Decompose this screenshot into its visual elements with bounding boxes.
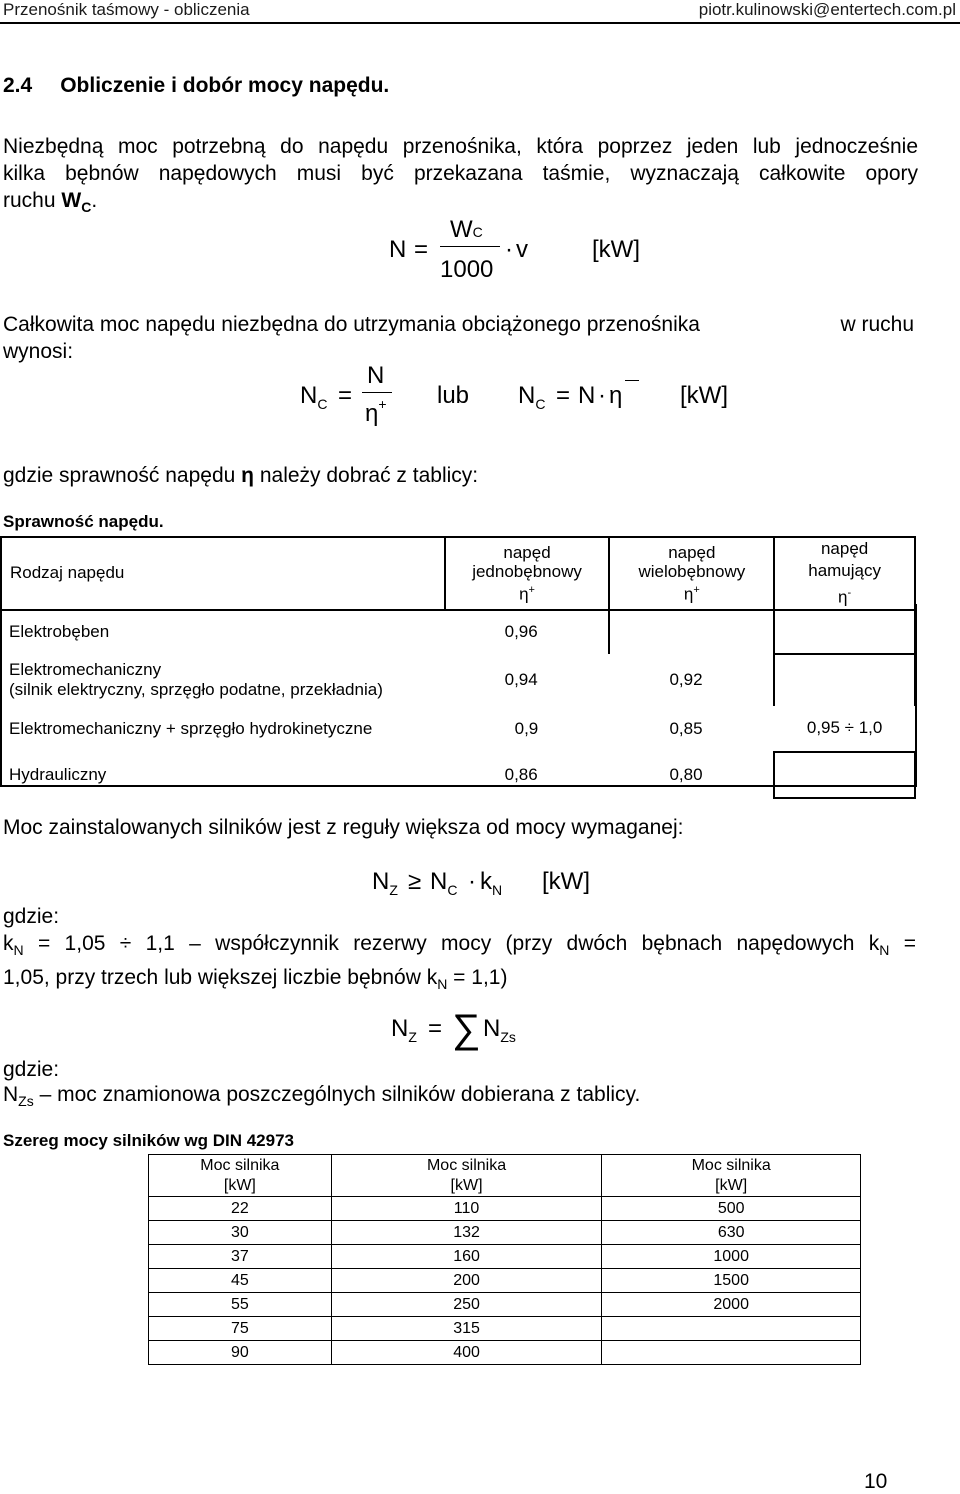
table-row: 37 160 1000 — [149, 1245, 861, 1269]
total-power-line-1-end: w ruchu — [840, 313, 914, 336]
efficiency-table — [0, 536, 916, 799]
power-header-col2: Moc silnika [kW] — [331, 1155, 602, 1197]
header-single-drum: napęd jednobębnowy η+ — [445, 537, 610, 610]
where-label-2: gdzie: — [3, 1058, 60, 1081]
intro-paragraph — [3, 133, 918, 221]
power-table-caption: Szereg mocy silników wg DIN 42973 — [3, 1131, 295, 1150]
rated-power-note: $N_{Zs}$ – moc znamionowa poszczególnych silników dobierana z tablicy. — [3, 1083, 641, 1110]
header-drive-type: Rodzaj napędu — [1, 537, 445, 610]
page-number: 10 — [864, 1470, 888, 1493]
intro-line-1: Niezbędną moc potrzebną do napędu przenośnika, która poprzez jeden lub jednocześnie — [3, 135, 918, 158]
total-power-paragraph — [3, 311, 918, 365]
total-power-line-2: wynosi: — [3, 340, 74, 363]
header-title: Przenośnik taśmowy - obliczenia — [3, 0, 250, 19]
table-row: 90 400 — [149, 1341, 861, 1365]
power-header-col3: Moc silnika [kW] — [602, 1155, 861, 1197]
table-row: Elektromechaniczny (silnik elektryczny, sprzęgło podatne, przekładnia) 0,94 0,92 — [1, 654, 915, 706]
fraction-bar — [440, 246, 500, 247]
formula-power: N = WC 1000 · v [kW] — [389, 216, 640, 283]
intro-line-3: ruchu $W_C$. — [3, 189, 98, 216]
efficiency-table-caption: Sprawność napędu. — [3, 512, 164, 531]
header-multi-drum: napęd wielobębnowy η+ — [609, 537, 774, 610]
efficiency-note: gdzie sprawność napędu η należy dobrać z tablicy: — [3, 464, 479, 487]
reserve-factor-paragraph: $k_N = 1,05 \div 1,1$ – współczynnik rezerwy mocy (przy dwóch bębnach napędowych $k_N$ = 1,05, przy trzech lub większej liczbie bębnów $k_N = 1,1$) — [3, 932, 916, 993]
formula-total-power: $N_C$ = N η+ lub $N_C$ = N · η [kW] — [300, 362, 728, 427]
power-table — [148, 1154, 861, 1365]
table-row: 22 110 500 — [149, 1197, 861, 1221]
installed-power-note: Moc zainstalowanych silników jest z reguły większa od mocy wymaganej: — [3, 816, 684, 839]
power-header-row — [149, 1155, 861, 1197]
section-number: 2.4 — [3, 74, 33, 97]
table-row: 45 200 1500 — [149, 1269, 861, 1293]
table-row: 55 250 2000 — [149, 1293, 861, 1317]
section-title: Obliczenie i dobór mocy napędu. — [60, 74, 390, 97]
fraction-bar-2 — [362, 392, 392, 393]
header-email: piotr.kulinowski@entertech.com.pl — [698, 0, 956, 19]
table-row: Hydrauliczny 0,86 0,80 — [1, 752, 915, 798]
table-row: Elektromechaniczny + sprzęgło hydrokinetyczne 0,9 0,85 0,95 ÷ 1,0 — [9, 718, 883, 738]
table-row: 75 315 — [149, 1317, 861, 1341]
formula-installed: $N_Z$ ≥ $N_C$ · $k_N$ [kW] — [372, 868, 590, 898]
table-row: 30 132 630 — [149, 1221, 861, 1245]
table-row: Elektrobęben 0,96 — [1, 610, 915, 654]
intro-line-2: kilka bębnów napędowych musi być przekazana taśmie, wyznaczają całkowite opory — [3, 162, 918, 185]
header-braking: napęd hamujący η- — [774, 537, 915, 610]
page-header — [0, 0, 960, 22]
total-power-line-1: Całkowita moc napędu niezbędna do utrzymania obciążonego przenośnika — [3, 313, 700, 336]
efficiency-header-row — [1, 537, 915, 610]
overbar-minus — [625, 380, 639, 381]
section-heading — [3, 74, 389, 98]
formula-sum: $N_Z$ = ∑ $N_{Zs}$ — [391, 1007, 516, 1051]
where-label-1: gdzie: — [3, 905, 60, 928]
header-rule — [0, 22, 960, 24]
power-header-col1: Moc silnika [kW] — [149, 1155, 332, 1197]
